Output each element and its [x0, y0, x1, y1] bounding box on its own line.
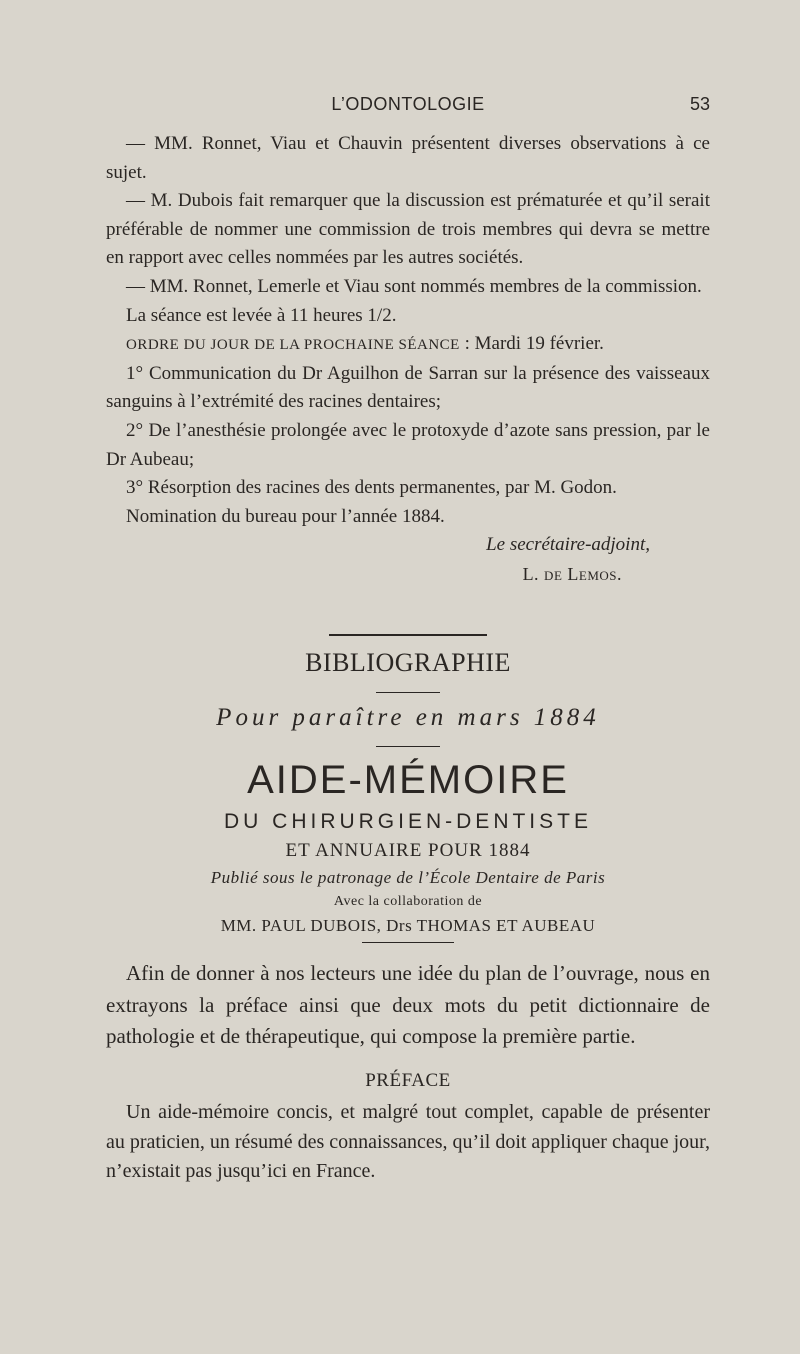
paragraph: La séance est levée à 11 heures 1/2. [126, 304, 397, 326]
running-title: L’ODONTOLOGIE [331, 94, 485, 114]
signature-name: L. de Lemos. [522, 563, 622, 584]
paragraph: — M. Dubois fait remarquer que la discussion est prématurée et qu’il serait préférable de nommer une commission de trois membres qui devra se mettre en rapport avec celles nommées par les autres sociétés. [106, 190, 710, 269]
book-title: AIDE-MÉMOIRE [247, 758, 569, 802]
agenda-date: : Mardi 19 février. [459, 333, 604, 355]
nomination-line: Nomination du bureau pour l’année 1884. [126, 505, 445, 527]
patronage-line: Publié sous le patronage de l’École Dentaire de Paris [210, 868, 606, 887]
authors-line: MM. PAUL DUBOIS, Drs THOMAS ET AUBEAU [220, 916, 596, 935]
section-title: BIBLIOGRAPHIE [305, 648, 511, 677]
announcement: Pour paraître en mars 1884 [216, 704, 600, 731]
divider [106, 942, 710, 943]
page-number: 53 [689, 94, 710, 114]
divider [106, 692, 710, 693]
intro-paragraph: Afin de donner à nos lecteurs une idée du plan de l’ouvrage, nous en extrayons la préface ainsi que deux mots du petit dictionnaire de pathologie et de thérapeutique, qui compose la première partie. [106, 961, 710, 1048]
annuaire-line: ET ANNUAIRE POUR 1884 [285, 840, 531, 861]
divider [106, 634, 710, 636]
preface-heading: PRÉFACE [365, 1070, 451, 1091]
agenda-item: 3° Résorption des racines des dents permanentes, par M. Godon. [126, 477, 617, 499]
collaboration-line: Avec la collaboration de [333, 894, 483, 909]
paragraph: — MM. Ronnet, Lemerle et Viau sont nommés membres de la commission. [126, 275, 702, 297]
paragraph: — MM. Ronnet, Viau et Chauvin présentent diverses observations à ce sujet. [106, 133, 710, 183]
preface-paragraph: Un aide-mémoire concis, et malgré tout complet, capable de présenter au praticien, un résumé des connaissances, qu’il doit appliquer chaque jour, n’existait pas jusqu’ici en France. [106, 1101, 711, 1182]
agenda-heading [106, 330, 710, 360]
divider [106, 746, 710, 747]
agenda-item: 2° De l’anesthésie prolongée avec le protoxyde d’azote sans pression, par le Dr Aubeau; [106, 419, 710, 470]
minutes-section [106, 130, 710, 589]
signature-role: Le secrétaire-adjoint, [486, 534, 650, 556]
agenda-label: ORDRE DU JOUR DE LA PROCHAINE SÉANCE [126, 337, 460, 354]
page-header [106, 94, 710, 120]
book-subtitle: DU CHIRURGIEN-DENTISTE [223, 810, 592, 833]
agenda-item: 1° Communication du Dr Aguilhon de Sarran sur la présence des vaisseaux sanguins à l’extrémité des racines dentaires; [106, 362, 710, 413]
